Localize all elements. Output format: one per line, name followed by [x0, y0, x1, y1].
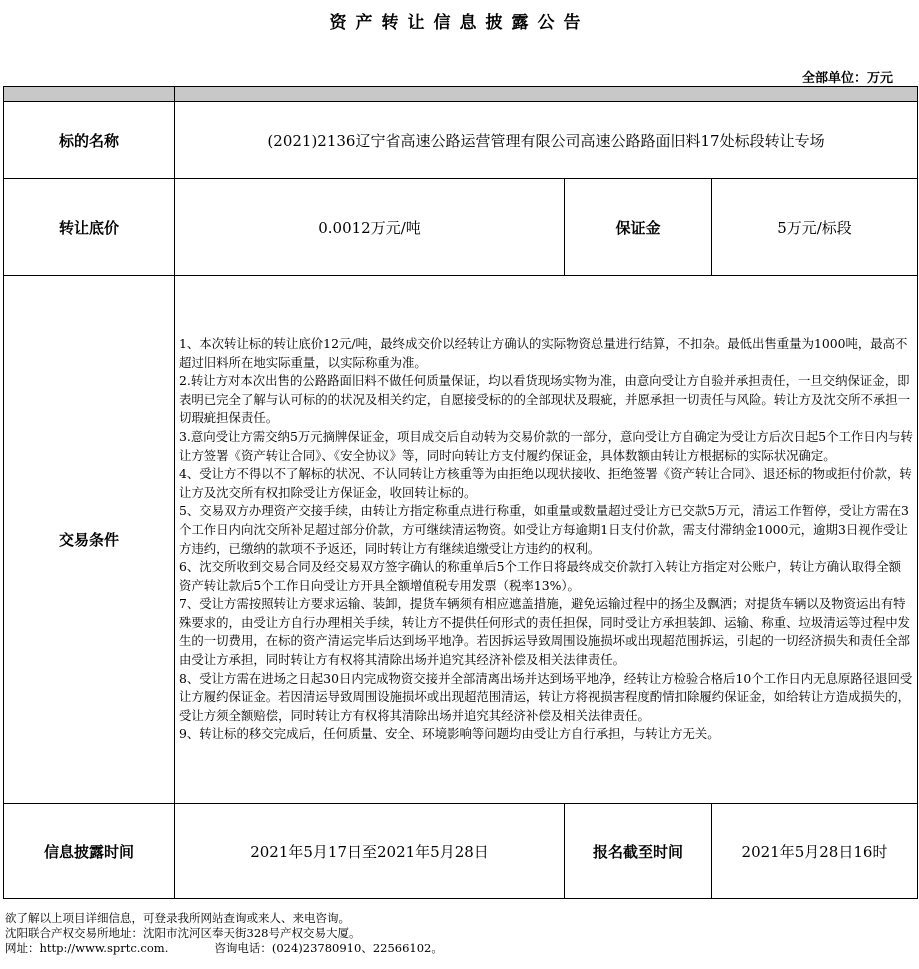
- unit-note: 全部单位：万元: [801, 71, 893, 86]
- price-row: [4, 179, 918, 276]
- condition-item: 6、沈交所收到交易合同及经交易双方签字确认的称重单后5个工作日将最终成交价款打入转让方指定对公账户，转让方确认取得全额资产转让款后5个工作日向受让方开具全额增值税专用发票（税率13%）。: [179, 559, 902, 593]
- condition-item: 3.意向受让方需交纳5万元摘牌保证金，项目成交后自动转为交易价款的一部分，意向受让方自确定为受让方后次日起5个工作日内与转让方签署《资产转让合同》、《安全协议》等，同时向转让方支付履约保证金，具体数额由转让方根据标的实际状况确定。: [179, 428, 913, 463]
- header-bar-row: [4, 87, 918, 102]
- period-label: 信息披露时间: [4, 804, 175, 899]
- conditions-text: [175, 276, 918, 804]
- disclosure-table: [3, 86, 918, 899]
- footer-website[interactable]: 网址：http://www.sprtc.com.: [5, 941, 169, 955]
- footer-line-address: 沈阳联合产权交易所地址：沈阳市沈河区奉天街328号产权交易大厦。: [5, 926, 361, 940]
- condition-item: 4、受让方不得以不了解标的状况、不认同转让方核重等为由拒绝以现状接收、拒绝签署《资产转让合同》、退还标的物或拒付价款，转让方及沈交所有权扣除受让方保证金，收回转让标的。: [179, 466, 912, 500]
- header-bar-cell-left: [4, 87, 175, 102]
- condition-item: 2.转让方对本次出售的公路路面旧料不做任何质量保证，均以看货现场实物为准，由意向受让方自验并承担责任，一旦交纳保证金，即表明已完全了解与认可标的的状况及相关约定，自愿接受标的的全部现状及瑕疵，并愿承担一切责任与风险。转让方及沈交所不承担一切瑕疵担保责任。: [179, 373, 911, 426]
- name-label: 标的名称: [4, 102, 175, 179]
- footer-line-contact: 欲了解以上项目详细信息，可登录我所网站查询或来人、来电咨询。: [5, 911, 350, 925]
- condition-item: 9、转让标的移交完成后，任何质量、安全、环境影响等问题均由受让方自行承担，与转让方无关。: [179, 726, 720, 742]
- footer-info: [5, 911, 443, 956]
- price-label: 转让底价: [4, 179, 175, 276]
- deposit-value: 5万元/标段: [712, 179, 918, 276]
- price-value: 0.0012万元/吨: [175, 179, 565, 276]
- condition-item: 1、本次转让标的转让底价12元/吨，最终成交价以经转让方确认的实际物资总量进行结算，不扣杂。最低出售重量为1000吨，最高不超过旧料所在地实际重量，以实际称重为准。: [179, 335, 908, 370]
- period-row: [4, 804, 918, 899]
- footer-line-web-phone: [5, 941, 443, 956]
- condition-item: 5、交易双方办理资产交接手续，由转让方指定称重点进行称重，如重量或数量超过受让方已交款5万元，清运工作暂停，受让方需在3个工作日内向沈交所补足超过部分价款，方可继续清运物资。如受让方每逾期1日支付价款，需支付滞纳金1000元，逾期3日视作受让方违约，已缴纳的款项不予返还，同时转让方有继续追缴受让方违约的权利。: [179, 503, 909, 556]
- conditions-label: 交易条件: [4, 276, 175, 804]
- deadline-value: 2021年5月28日16时: [712, 804, 918, 899]
- page-title: 资产转让信息披露公告: [329, 13, 590, 33]
- conditions-row: [4, 276, 918, 804]
- name-row: [4, 102, 918, 179]
- deadline-label: 报名截至时间: [565, 804, 712, 899]
- condition-item: 8、受让方需在进场之日起30日内完成物资交接并全部清离出场并达到场平地净，经转让方检验合格后10个工作日内无息原路径退回受让方履约保证金。若因清运导致周围设施损坏或出现超范围清运，转让方将视损害程度酌情扣除履约保证金，如给转让方造成损失的，受让方须全额赔偿，同时转让方有权将其清除出场并追究其经济补偿及相关法律责任。: [179, 670, 913, 723]
- name-value: (2021)2136辽宁省高速公路运营管理有限公司高速公路路面旧料17处标段转让专场: [175, 102, 918, 179]
- deposit-label: 保证金: [565, 179, 712, 276]
- condition-item: 7、受让方需按照转让方要求运输、装卸，提货车辆须有相应遮盖措施，避免运输过程中的扬尘及飘洒；对提货车辆以及物资运出有特殊要求的，由受让方自行办理相关手续，转让方不提供任何形式的责任担保，同时受让方承担装卸、运输、称重、垃圾清运等过程中发生的一切费用，在标的资产清运完毕后达到场平地净。若因拆运导致周围设施损坏或出现超范围拆运，引起的一切经济损失和责任全部由受让方承担，同时转让方有权将其清除出场并追究其经济补偿及相关法律责任。: [179, 596, 911, 668]
- header-bar-cell-right: [175, 87, 918, 102]
- footer-phone: 咨询电话：(024)23780910、22566102。: [214, 941, 443, 955]
- period-value: 2021年5月17日至2021年5月28日: [175, 804, 565, 899]
